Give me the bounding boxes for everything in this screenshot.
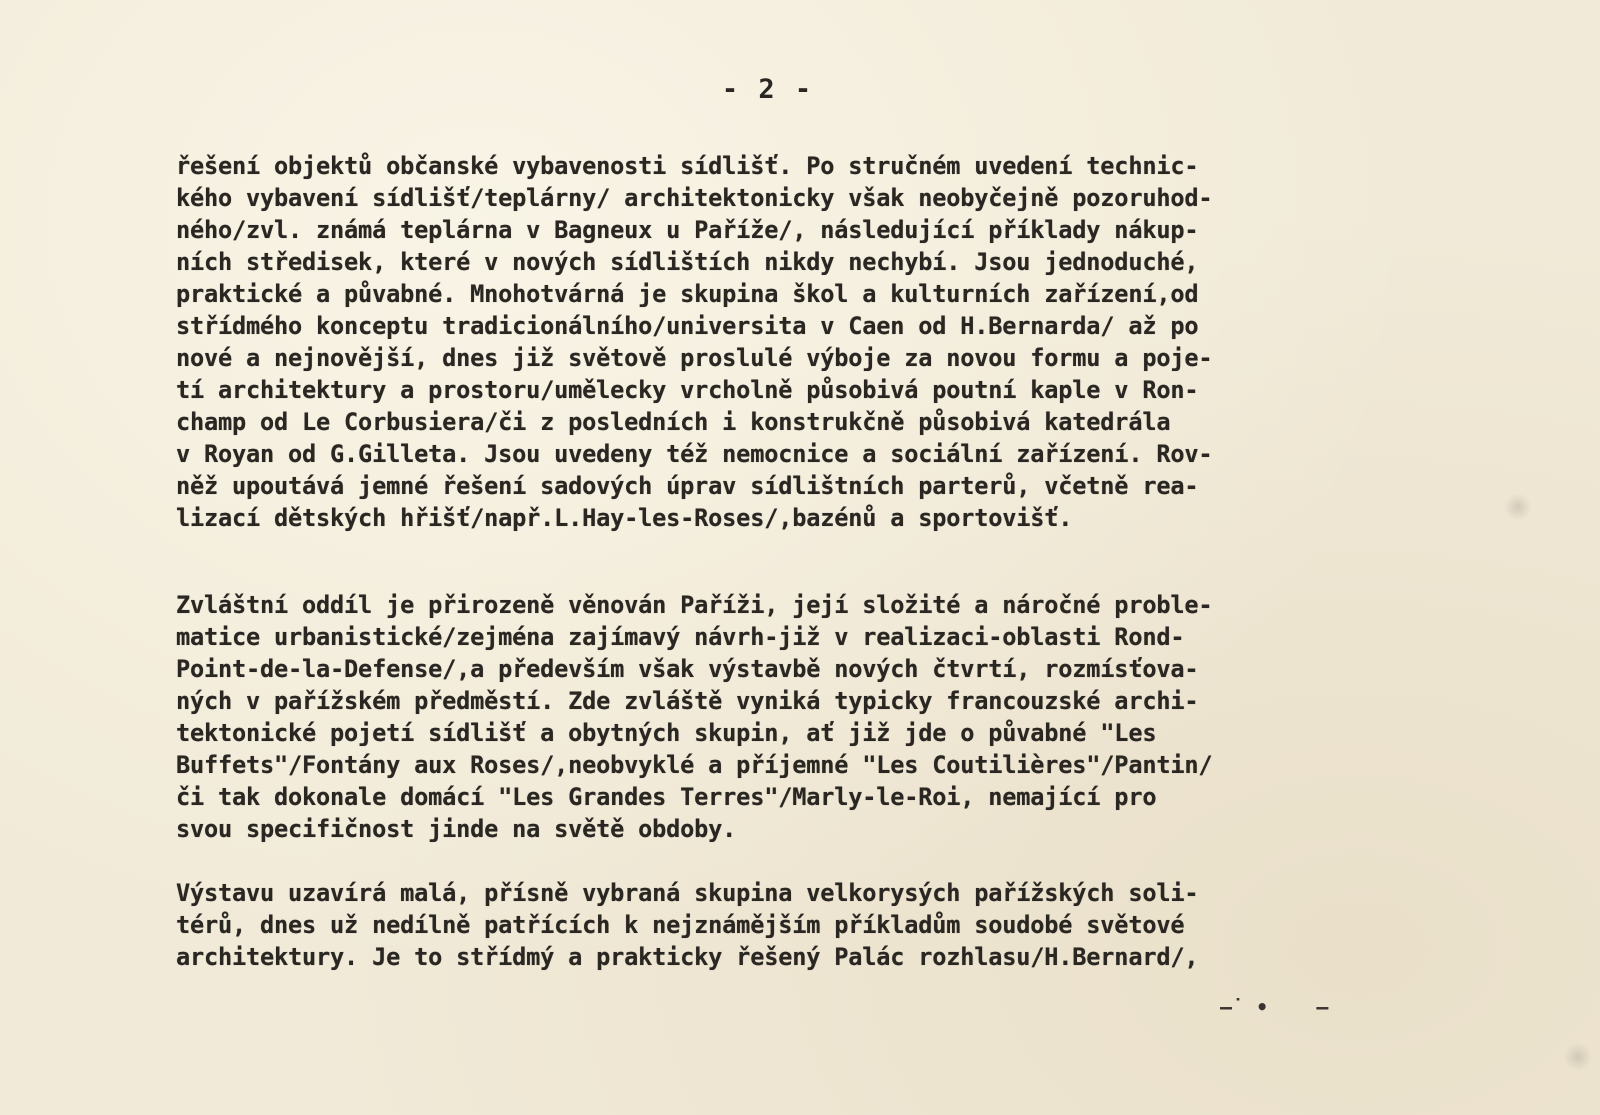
text-line: Point-de-la-Defense/,a především však výstavbě nových čtvrtí, rozmísťova- [176,655,1199,683]
text-line: tektonické pojetí sídlišť a obytných skupin, ať již jde o půvabné "Les [176,719,1157,747]
text-line: ních středisek, které v nových sídlištích nikdy nechybí. Jsou jednoduché, [176,248,1199,276]
paragraph-1 [176,150,1416,534]
text-line: Zvláštní oddíl je přirozeně věnován Paříži, její složité a náročné proble- [176,591,1213,619]
text-line: matice urbanistické/zejména zajímavý návrh-již v realizaci-oblasti Rond- [176,623,1185,651]
text-line: střídmého konceptu tradicionálního/universita v Caen od H.Bernarda/ až po [176,312,1199,340]
text-line: ných v pařížském předměstí. Zde zvláště vyniká typicky francouzské archi- [176,687,1199,715]
text-line: něž upoutává jemné řešení sadových úprav sídlištních parterů, včetně rea- [176,472,1199,500]
page-number: - 2 - [721,74,814,105]
text-line: térů, dnes už nedílně patřících k nejznámějším příkladům soudobé světové [176,911,1185,939]
stray-typewriter-marks: –˙ • – [1220,995,1329,1019]
text-line: Výstavu uzavírá malá, přísně vybraná skupina velkorysých pařížských soli- [176,879,1199,907]
paper-smudge [1505,492,1531,522]
text-line: či tak dokonale domácí "Les Grandes Terres"/Marly-le-Roi, nemající pro [176,783,1157,811]
paragraph-3 [176,877,1416,973]
text-line: architektury. Je to střídmý a prakticky řešený Palác rozhlasu/H.Bernard/, [176,943,1199,971]
text-line: praktické a půvabné. Mnohotvárná je skupina škol a kulturních zařízení,od [176,280,1199,308]
text-line: Buffets"/Fontány aux Roses/,neobvyklé a příjemné "Les Coutilières"/Pantin/ [176,751,1213,779]
text-line: lizací dětských hřišť/např.L.Hay-les-Roses/,bazénů a sportovišť. [176,504,1073,532]
text-line: tí architektury a prostoru/umělecky vrcholně působivá poutní kaple v Ron- [176,376,1199,404]
text-line: kého vybavení sídlišť/teplárny/ architektonicky však neobyčejně pozoruhod- [176,184,1213,212]
text-line: ného/zvl. známá teplárna v Bagneux u Paříže/, následující příklady nákup- [176,216,1199,244]
paper-smudge [1565,1042,1591,1072]
paragraph-2 [176,589,1416,845]
text-line: svou specifičnost jinde na světě obdoby. [176,815,737,843]
text-line: champ od Le Corbusiera/či z posledních i konstrukčně působivá katedrála [176,408,1171,436]
text-line: nové a nejnovější, dnes již světově proslulé výboje za novou formu a poje- [176,344,1213,372]
text-line: řešení objektů občanské vybavenosti sídlišť. Po stručném uvedení technic- [176,152,1199,180]
text-line: v Royan od G.Gilleta. Jsou uvedeny též nemocnice a sociální zařízení. Rov- [176,440,1213,468]
